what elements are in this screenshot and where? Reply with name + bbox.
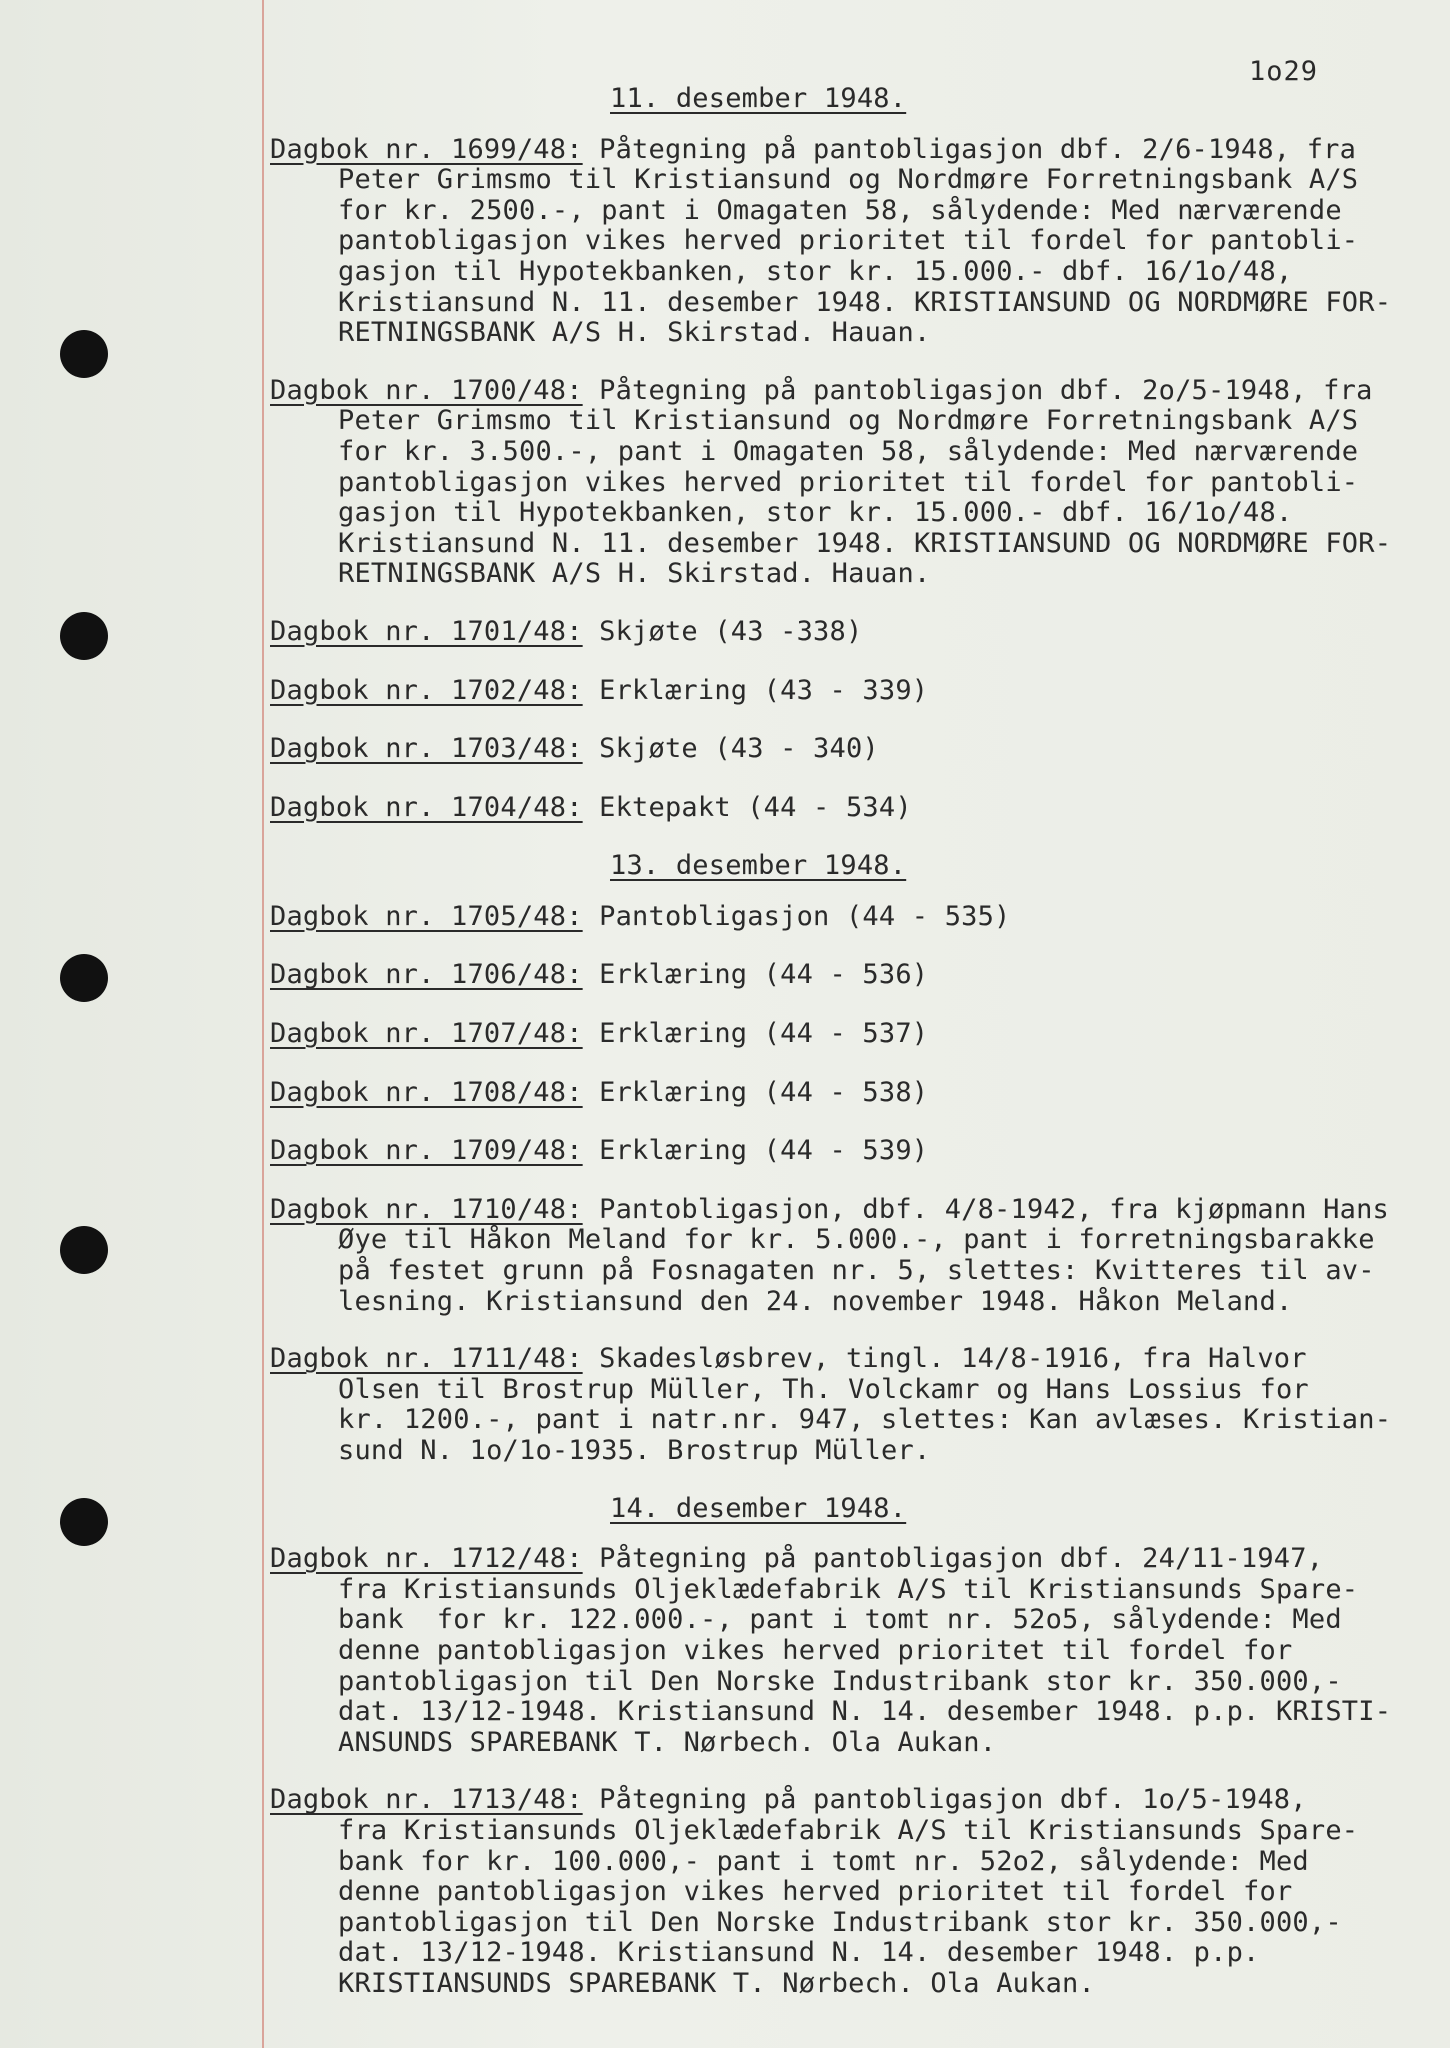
entry-line bbox=[270, 1225, 1425, 1256]
entry-text: pantobligasjon til Den Norske Industribank stor kr. 350.000,- bbox=[338, 1665, 1342, 1697]
entry-line bbox=[270, 1697, 1425, 1728]
entry-reference: Dagbok nr. 1710/48: bbox=[270, 1193, 583, 1225]
entry-line bbox=[270, 1405, 1425, 1436]
entry-text: Påtegning på pantobligasjon dbf. 1o/5-1948, bbox=[599, 1784, 1307, 1816]
entry-line bbox=[270, 559, 1425, 590]
entry-text: bank for kr. 122.000.-, pant i tomt nr. 52o5, sålydende: Med bbox=[338, 1604, 1342, 1636]
entry-reference: Dagbok nr. 1711/48: bbox=[270, 1343, 583, 1375]
entry-reference: Dagbok nr. 1701/48: bbox=[270, 615, 583, 647]
entry-line bbox=[270, 498, 1425, 529]
entry-reference: Dagbok nr. 1708/48: bbox=[270, 1076, 583, 1108]
entry-line bbox=[270, 437, 1425, 468]
binder-hole bbox=[60, 612, 108, 660]
entry-line bbox=[270, 288, 1425, 319]
entry-line bbox=[270, 529, 1425, 560]
entry-text: Kristiansund N. 11. desember 1948. KRISTIANSUND OG NORDMØRE FOR- bbox=[338, 286, 1392, 318]
entry-reference: Dagbok nr. 1706/48: bbox=[270, 959, 583, 991]
ledger-entry bbox=[270, 1544, 1425, 1758]
entry-line bbox=[270, 1605, 1425, 1636]
entry-line bbox=[270, 793, 1425, 824]
entry-reference: Dagbok nr. 1704/48: bbox=[270, 791, 583, 823]
ledger-content bbox=[270, 84, 1425, 2027]
entry-line bbox=[270, 1728, 1425, 1759]
section-date: 11. desember 1948. bbox=[610, 83, 907, 114]
binder-hole bbox=[60, 1226, 108, 1274]
entry-reference: Dagbok nr. 1699/48: bbox=[270, 133, 583, 165]
ledger-entry bbox=[270, 1078, 1425, 1109]
entry-text: Erklæring (44 - 539) bbox=[599, 1135, 929, 1167]
entry-text: fra Kristiansunds Oljeklædefabrik A/S til Kristiansunds Spare- bbox=[338, 1814, 1359, 1846]
entry-text: for kr. 3.500.-, pant i Omagaten 58, sålydende: Med nærværende bbox=[338, 435, 1359, 467]
entry-text: Pantobligasjon (44 - 535) bbox=[599, 900, 1011, 932]
entry-text: Påtegning på pantobligasjon dbf. 24/11-1947, bbox=[599, 1543, 1324, 1575]
entry-text: Erklæring (44 - 537) bbox=[599, 1018, 929, 1050]
binder-hole bbox=[60, 954, 108, 1002]
entry-line bbox=[270, 1908, 1425, 1939]
ledger-entry bbox=[270, 793, 1425, 824]
entry-text: Pantobligasjon, dbf. 4/8-1942, fra kjøpmann Hans bbox=[599, 1193, 1389, 1225]
entry-text: Erklæring (43 - 339) bbox=[599, 674, 929, 706]
entry-text: Erklæring (44 - 538) bbox=[599, 1076, 929, 1108]
ledger-entry bbox=[270, 1136, 1425, 1167]
entry-text: på festet grunn på Fosnagaten nr. 5, slettes: Kvitteres til av- bbox=[338, 1255, 1375, 1287]
ledger-entry bbox=[270, 376, 1425, 590]
entry-line bbox=[270, 1816, 1425, 1847]
entry-line bbox=[270, 1078, 1425, 1109]
entry-line bbox=[270, 196, 1425, 227]
entry-line bbox=[270, 468, 1425, 499]
ledger-entry bbox=[270, 960, 1425, 991]
entry-text: Peter Grimsmo til Kristiansund og Nordmøre Forretningsbank A/S bbox=[338, 405, 1359, 437]
ledger-entry bbox=[270, 1785, 1425, 1999]
entry-reference: Dagbok nr. 1700/48: bbox=[270, 374, 583, 406]
entry-text: for kr. 2500.-, pant i Omagaten 58, sålydende: Med nærværende bbox=[338, 194, 1342, 226]
entry-text: Påtegning på pantobligasjon dbf. 2o/5-1948, fra bbox=[599, 374, 1373, 406]
page-number: 1o29 bbox=[1248, 56, 1318, 87]
entry-text: denne pantobligasjon vikes herved prioritet til fordel for bbox=[338, 1634, 1293, 1666]
entry-text: sund N. 1o/1o-1935. Brostrup Müller. bbox=[338, 1435, 931, 1466]
entry-text: dat. 13/12-1948. Kristiansund N. 14. desember 1948. p.p. bbox=[338, 1937, 1260, 1969]
entry-line bbox=[270, 1256, 1425, 1287]
entry-reference: Dagbok nr. 1713/48: bbox=[270, 1784, 583, 1816]
entry-line bbox=[270, 1544, 1425, 1575]
entry-reference: Dagbok nr. 1702/48: bbox=[270, 674, 583, 706]
margin-rule bbox=[262, 0, 264, 2048]
entry-line bbox=[270, 318, 1425, 349]
entry-line bbox=[270, 406, 1425, 437]
entry-text: Skadesløsbrev, tingl. 14/8-1916, fra Halvor bbox=[599, 1343, 1307, 1375]
entry-line bbox=[270, 1375, 1425, 1406]
entry-text: Olsen til Brostrup Müller, Th. Volckamr og Hans Lossius for bbox=[338, 1373, 1309, 1405]
entry-reference: Dagbok nr. 1705/48: bbox=[270, 900, 583, 932]
entry-line bbox=[270, 1136, 1425, 1167]
ledger-entry bbox=[270, 1344, 1425, 1466]
entry-text: RETNINGSBANK A/S H. Skirstad. Hauan. bbox=[338, 317, 931, 349]
ledger-entry bbox=[270, 617, 1425, 648]
entry-text: denne pantobligasjon vikes herved prioritet til fordel for bbox=[338, 1876, 1293, 1908]
entry-line bbox=[270, 1436, 1425, 1467]
entry-reference: Dagbok nr. 1707/48: bbox=[270, 1018, 583, 1050]
entry-text: Peter Grimsmo til Kristiansund og Nordmøre Forretningsbank A/S bbox=[338, 164, 1359, 196]
section-date: 14. desember 1948. bbox=[610, 1492, 907, 1524]
entry-reference: Dagbok nr. 1703/48: bbox=[270, 733, 583, 765]
entry-line bbox=[270, 226, 1425, 257]
entry-line bbox=[270, 1969, 1425, 2000]
entry-text: Skjøte (43 -338) bbox=[599, 615, 863, 647]
entry-line bbox=[270, 960, 1425, 991]
entry-reference: Dagbok nr. 1712/48: bbox=[270, 1543, 583, 1575]
entry-text: Øye til Håkon Meland for kr. 5.000.-, pant i forretningsbarakke bbox=[338, 1224, 1375, 1256]
ledger-entry bbox=[270, 135, 1425, 349]
entry-text: gasjon til Hypotekbanken, stor kr. 15.000.- dbf. 16/1o/48, bbox=[338, 255, 1293, 287]
entry-text: bank for kr. 100.000,- pant i tomt nr. 52o2, sålydende: Med bbox=[338, 1845, 1309, 1877]
ledger-entry bbox=[270, 1019, 1425, 1050]
entry-reference: Dagbok nr. 1709/48: bbox=[270, 1135, 583, 1167]
entry-text: Kristiansund N. 11. desember 1948. KRISTIANSUND OG NORDMØRE FOR- bbox=[338, 527, 1392, 559]
entry-text: gasjon til Hypotekbanken, stor kr. 15.000.- dbf. 16/1o/48. bbox=[338, 497, 1293, 529]
entry-text: fra Kristiansunds Oljeklædefabrik A/S til Kristiansunds Spare- bbox=[338, 1573, 1359, 1605]
entry-text: Ektepakt (44 - 534) bbox=[599, 791, 912, 823]
entry-text: RETNINGSBANK A/S H. Skirstad. Hauan. bbox=[338, 558, 931, 590]
entry-line bbox=[270, 1195, 1425, 1226]
binder-hole bbox=[60, 1498, 108, 1546]
entry-line bbox=[270, 1019, 1425, 1050]
entry-text: pantobligasjon vikes herved prioritet til fordel for pantobli- bbox=[338, 466, 1359, 498]
ledger-entry bbox=[270, 902, 1425, 933]
entry-line bbox=[270, 1344, 1425, 1375]
entry-line bbox=[270, 734, 1425, 765]
entry-line bbox=[270, 165, 1425, 196]
entry-text: kr. 1200.-, pant i natr.nr. 947, slettes: Kan avlæses. Kristian- bbox=[338, 1404, 1392, 1436]
entry-line bbox=[270, 1847, 1425, 1878]
entry-line bbox=[270, 1877, 1425, 1908]
entry-line bbox=[270, 676, 1425, 707]
ledger-entry bbox=[270, 734, 1425, 765]
entry-text: KRISTIANSUNDS SPAREBANK T. Nørbech. Ola Aukan. bbox=[338, 1967, 1095, 1999]
entry-line bbox=[270, 1636, 1425, 1667]
ledger-entry bbox=[270, 676, 1425, 707]
entry-line bbox=[270, 1287, 1425, 1318]
entry-text: lesning. Kristiansund den 24. november 1948. Håkon Meland. bbox=[338, 1285, 1293, 1317]
entry-text: dat. 13/12-1948. Kristiansund N. 14. desember 1948. p.p. KRISTI- bbox=[338, 1696, 1392, 1728]
entry-line bbox=[270, 902, 1425, 933]
ledger-entry bbox=[270, 1195, 1425, 1317]
entry-line bbox=[270, 1667, 1425, 1698]
binder-hole bbox=[60, 330, 108, 378]
entry-line bbox=[270, 1785, 1425, 1816]
entry-line bbox=[270, 1575, 1425, 1606]
entry-text: Erklæring (44 - 536) bbox=[599, 959, 929, 991]
entry-line bbox=[270, 376, 1425, 407]
entry-text: Skjøte (43 - 340) bbox=[599, 733, 879, 765]
entry-line bbox=[270, 257, 1425, 288]
entry-text: ANSUNDS SPAREBANK T. Nørbech. Ola Aukan. bbox=[338, 1726, 997, 1758]
section-date: 13. desember 1948. bbox=[610, 850, 907, 882]
entry-line bbox=[270, 1938, 1425, 1969]
entry-text: Påtegning på pantobligasjon dbf. 2/6-1948, fra bbox=[599, 133, 1357, 165]
entry-line bbox=[270, 617, 1425, 648]
entry-text: pantobligasjon vikes herved prioritet til fordel for pantobli- bbox=[338, 225, 1359, 257]
entry-line bbox=[270, 135, 1425, 166]
entry-text: pantobligasjon til Den Norske Industribank stor kr. 350.000,- bbox=[338, 1906, 1342, 1938]
